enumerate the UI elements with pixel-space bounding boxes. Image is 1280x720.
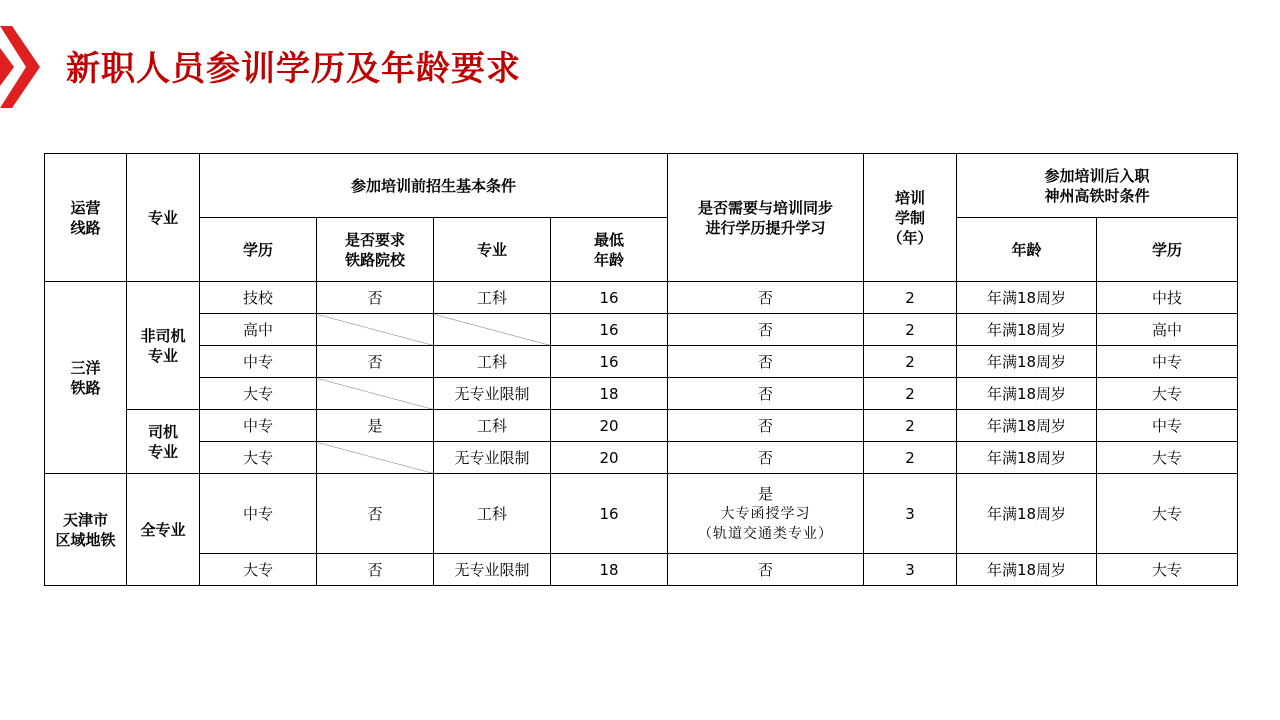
- cell-years: 2: [864, 314, 957, 346]
- cell-post-edu: 大专: [1097, 378, 1238, 410]
- cell-edu: 大专: [200, 378, 317, 410]
- header-min-age: 最低 年龄: [551, 218, 668, 282]
- cell-rail-empty: [317, 378, 434, 410]
- table-row: [45, 282, 1238, 314]
- cell-years: 3: [864, 554, 957, 586]
- cell-post-edu: 中技: [1097, 282, 1238, 314]
- cell-post-edu: 高中: [1097, 314, 1238, 346]
- cell-years: 2: [864, 346, 957, 378]
- cell-years: 3: [864, 474, 957, 554]
- cell-age: 16: [551, 346, 668, 378]
- cell-rail-empty: [317, 314, 434, 346]
- cell-rail: 否: [317, 346, 434, 378]
- cell-major: 工科: [434, 474, 551, 554]
- cell-major: 无专业限制: [434, 378, 551, 410]
- cell-major: 工科: [434, 346, 551, 378]
- header-sync-study: 是否需要与培训同步 进行学历提升学习: [668, 154, 864, 282]
- cell-age: 16: [551, 282, 668, 314]
- page-title: 新职人员参训学历及年龄要求: [66, 49, 521, 89]
- cell-age: 18: [551, 378, 668, 410]
- cell-years: 2: [864, 442, 957, 474]
- group-nondriver: 非司机 专业: [127, 282, 200, 410]
- header-line: 运营 线路: [45, 154, 127, 282]
- header-age: 年龄: [957, 218, 1097, 282]
- cell-major: 无专业限制: [434, 442, 551, 474]
- cell-edu: 中专: [200, 410, 317, 442]
- table-row: [45, 410, 1238, 442]
- cell-rail: 否: [317, 554, 434, 586]
- header-pre-major: 专业: [434, 218, 551, 282]
- cell-age: 20: [551, 410, 668, 442]
- cell-years: 2: [864, 378, 957, 410]
- cell-post-edu: 大专: [1097, 474, 1238, 554]
- cell-age: 16: [551, 314, 668, 346]
- requirements-table: [44, 153, 1238, 586]
- table-row: [45, 554, 1238, 586]
- header-post-education: 学历: [1097, 218, 1238, 282]
- cell-post-edu: 中专: [1097, 346, 1238, 378]
- cell-edu: 技校: [200, 282, 317, 314]
- cell-sync: 否: [668, 554, 864, 586]
- cell-sync: 否: [668, 314, 864, 346]
- cell-rail-empty: [317, 442, 434, 474]
- table-row: [45, 314, 1238, 346]
- cell-age: 20: [551, 442, 668, 474]
- cell-sync: 否: [668, 378, 864, 410]
- cell-sync: 否: [668, 346, 864, 378]
- cell-rail: 否: [317, 282, 434, 314]
- cell-age: 18: [551, 554, 668, 586]
- header-row-1: [45, 154, 1238, 218]
- cell-sync: 是 大专函授学习 （轨道交通类专业）: [668, 474, 864, 554]
- cell-post-age: 年满18周岁: [957, 346, 1097, 378]
- table-row: [45, 346, 1238, 378]
- cell-post-age: 年满18周岁: [957, 442, 1097, 474]
- group-driver: 司机 专业: [127, 410, 200, 474]
- header-row-2: [45, 218, 1238, 282]
- cell-post-age: 年满18周岁: [957, 314, 1097, 346]
- cell-post-age: 年满18周岁: [957, 474, 1097, 554]
- cell-years: 2: [864, 282, 957, 314]
- cell-major-empty: [434, 314, 551, 346]
- cell-post-age: 年满18周岁: [957, 554, 1097, 586]
- cell-major: 无专业限制: [434, 554, 551, 586]
- cell-sync: 否: [668, 282, 864, 314]
- header-pre-conditions: 参加培训前招生基本条件: [200, 154, 668, 218]
- cell-age: 16: [551, 474, 668, 554]
- cell-post-age: 年满18周岁: [957, 378, 1097, 410]
- table-row: [45, 378, 1238, 410]
- cell-post-edu: 大专: [1097, 554, 1238, 586]
- header-post-conditions: 参加培训后入职 神州高铁时条件: [957, 154, 1238, 218]
- table-row: [45, 442, 1238, 474]
- header-education: 学历: [200, 218, 317, 282]
- header-railway-school: 是否要求 铁路院校: [317, 218, 434, 282]
- cell-post-age: 年满18周岁: [957, 410, 1097, 442]
- cell-edu: 大专: [200, 442, 317, 474]
- cell-edu: 中专: [200, 474, 317, 554]
- group-sanyang: 三洋 铁路: [45, 282, 127, 474]
- table-row: [45, 474, 1238, 554]
- cell-post-edu: 中专: [1097, 410, 1238, 442]
- cell-major: 工科: [434, 410, 551, 442]
- cell-years: 2: [864, 410, 957, 442]
- group-allmajor: 全专业: [127, 474, 200, 586]
- cell-edu: 中专: [200, 346, 317, 378]
- cell-rail: 否: [317, 474, 434, 554]
- cell-edu: 高中: [200, 314, 317, 346]
- cell-major: 工科: [434, 282, 551, 314]
- cell-sync: 否: [668, 442, 864, 474]
- cell-post-edu: 大专: [1097, 442, 1238, 474]
- cell-post-age: 年满18周岁: [957, 282, 1097, 314]
- cell-edu: 大专: [200, 554, 317, 586]
- header-duration: 培训 学制 （年）: [864, 154, 957, 282]
- chevron-right-icon: [0, 26, 44, 108]
- cell-sync: 否: [668, 410, 864, 442]
- cell-rail: 是: [317, 410, 434, 442]
- group-tianjin: 天津市 区域地铁: [45, 474, 127, 586]
- header-major: 专业: [127, 154, 200, 282]
